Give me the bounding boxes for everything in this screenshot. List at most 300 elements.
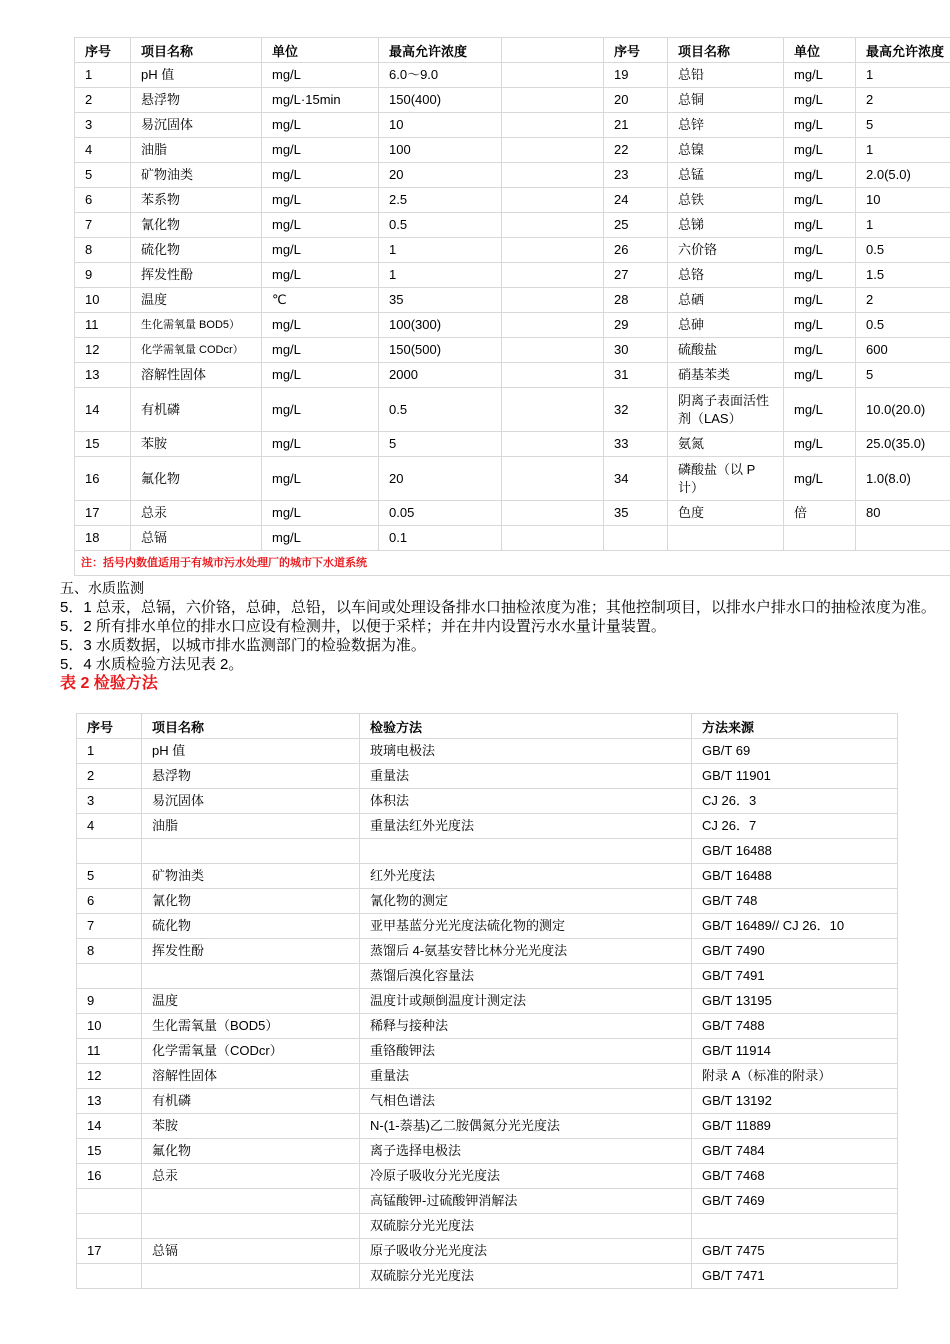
table-cell: 有机磷 — [142, 1089, 360, 1114]
table-cell: 氰化物 — [142, 889, 360, 914]
table-cell: 21 — [604, 113, 668, 138]
table-cell: 100 — [379, 138, 502, 163]
table-cell: 8 — [77, 939, 142, 964]
table-cell: 600 — [856, 338, 950, 363]
table-cell: 24 — [604, 188, 668, 213]
table-cell: 体积法 — [360, 789, 692, 814]
table-cell: mg/L — [784, 432, 856, 457]
table-row — [77, 889, 898, 914]
table-cell: 6.0～9.0 — [379, 63, 502, 88]
table-cell: 温度计或颠倒温度计测定法 — [360, 989, 692, 1014]
spacer-cell — [502, 88, 604, 113]
table-cell: mg/L — [784, 388, 856, 432]
table-cell: 蒸馏后溴化容量法 — [360, 964, 692, 989]
table-cell: 总铁 — [668, 188, 784, 213]
table-cell: 6 — [77, 889, 142, 914]
table-cell: 总镉 — [142, 1239, 360, 1264]
spacer-cell — [502, 457, 604, 501]
table-cell: GB/T 13192 — [692, 1089, 898, 1114]
table-cell: 10 — [379, 113, 502, 138]
table-cell: mg/L — [262, 363, 379, 388]
table-row — [77, 1039, 898, 1064]
table-cell: 氰化物的测定 — [360, 889, 692, 914]
table-row — [75, 363, 950, 388]
table-cell: mg/L — [784, 263, 856, 288]
table-cell: 总汞 — [142, 1164, 360, 1189]
table-cell: mg/L — [262, 388, 379, 432]
spacer-cell — [502, 163, 604, 188]
table-cell: mg/L — [262, 238, 379, 263]
table-row — [75, 263, 950, 288]
table-cell: 3 — [77, 789, 142, 814]
table-cell: 硫化物 — [131, 238, 262, 263]
table-cell: 33 — [604, 432, 668, 457]
table-cell: mg/L — [262, 313, 379, 338]
table-cell: 13 — [75, 363, 131, 388]
table-cell: 冷原子吸收分光光度法 — [360, 1164, 692, 1189]
table-row — [77, 1064, 898, 1089]
table-cell: 总锑 — [668, 213, 784, 238]
table-cell: 双硫腙分光光度法 — [360, 1264, 692, 1289]
table-cell: 稀释与接种法 — [360, 1014, 692, 1039]
table-cell: GB/T 16488 — [692, 864, 898, 889]
table-cell: 硫酸盐 — [668, 338, 784, 363]
table-row — [77, 739, 898, 764]
table-cell: 5 — [856, 113, 950, 138]
table-cell: 0.5 — [856, 238, 950, 263]
spacer-cell — [502, 526, 604, 551]
table-cell: 总镍 — [668, 138, 784, 163]
spacer-cell — [502, 288, 604, 313]
paragraph: 5．2 所有排水单位的排水口应设有检测井，以便于采样；并在井内设置污水水量计量装置。 — [60, 618, 666, 635]
table-row — [75, 188, 950, 213]
table-cell: CJ 26．7 — [692, 814, 898, 839]
table-cell: 12 — [75, 338, 131, 363]
table2-title: 表 2 检验方法 — [60, 675, 158, 692]
table-cell: 9 — [75, 263, 131, 288]
table-cell: GB/T 7468 — [692, 1164, 898, 1189]
table-cell: 挥发性酚 — [131, 263, 262, 288]
table-cell: GB/T 7488 — [692, 1014, 898, 1039]
table-cell: 100(300) — [379, 313, 502, 338]
spacer-cell — [502, 338, 604, 363]
table-cell: 倍 — [784, 501, 856, 526]
table-cell: GB/T 11901 — [692, 764, 898, 789]
table-cell: GB/T 7469 — [692, 1189, 898, 1214]
paragraph: 5．4 水质检验方法见表 2。 — [60, 656, 244, 673]
table-cell: GB/T 11914 — [692, 1039, 898, 1064]
table-row — [77, 1264, 898, 1289]
table-cell: GB/T 16489// CJ 26．10 — [692, 914, 898, 939]
spacer-cell — [502, 213, 604, 238]
table-cell: mg/L — [262, 457, 379, 501]
table-cell: 2.0(5.0) — [856, 163, 950, 188]
table-row — [75, 213, 950, 238]
header-cell: 序号 — [604, 38, 668, 63]
water-quality-monitoring-section — [60, 579, 940, 694]
table-row — [77, 1114, 898, 1139]
table-cell: 附录 A（标准的附录） — [692, 1064, 898, 1089]
table-cell: 22 — [604, 138, 668, 163]
table-cell: 5 — [379, 432, 502, 457]
table-row — [75, 388, 950, 432]
table-cell: 重量法 — [360, 1064, 692, 1089]
table-cell: 悬浮物 — [131, 88, 262, 113]
spacer-cell — [502, 313, 604, 338]
table-cell: 0.1 — [379, 526, 502, 551]
table-row — [77, 1189, 898, 1214]
table-cell: 总铜 — [668, 88, 784, 113]
table-cell: 阴离子表面活性剂（LAS） — [668, 388, 784, 432]
table-cell: 9 — [77, 989, 142, 1014]
table-cell: 0.5 — [856, 313, 950, 338]
table-row — [77, 789, 898, 814]
table-cell: 25 — [604, 213, 668, 238]
table-cell: 16 — [77, 1164, 142, 1189]
table-cell: 亚甲基蓝分光光度法硫化物的测定 — [360, 914, 692, 939]
table-cell: 总铬 — [668, 263, 784, 288]
table-cell: 10 — [77, 1014, 142, 1039]
table-cell: mg/L — [262, 63, 379, 88]
table-cell: GB/T 13195 — [692, 989, 898, 1014]
table-cell: 2 — [77, 764, 142, 789]
table-cell: 28 — [604, 288, 668, 313]
table-cell: 8 — [75, 238, 131, 263]
table-cell: mg/L — [262, 213, 379, 238]
table-cell: 悬浮物 — [142, 764, 360, 789]
table-cell — [142, 1264, 360, 1289]
spacer-cell — [502, 432, 604, 457]
table-cell: mg/L — [262, 138, 379, 163]
table-cell: mg/L — [784, 138, 856, 163]
table-cell: 1 — [75, 63, 131, 88]
table-row — [77, 1014, 898, 1039]
table-cell: 硫化物 — [142, 914, 360, 939]
paragraph: 5．1 总汞，总镉，六价铬，总砷，总铅，以车间或处理设备排水口抽检浓度为准；其他控制项目，以排水户排水口的抽检浓度为准。 — [60, 599, 936, 616]
table-row — [75, 238, 950, 263]
header-cell: 单位 — [784, 38, 856, 63]
table-cell: 玻璃电极法 — [360, 739, 692, 764]
table-cell — [77, 964, 142, 989]
table-cell: 34 — [604, 457, 668, 501]
table-note-row — [75, 551, 950, 576]
table-cell: 80 — [856, 501, 950, 526]
table-cell — [692, 1214, 898, 1239]
table-cell: 色度 — [668, 501, 784, 526]
table-cell: 0.5 — [379, 388, 502, 432]
table-cell: GB/T 69 — [692, 739, 898, 764]
table-cell: 15 — [77, 1139, 142, 1164]
table-cell: mg/L — [784, 363, 856, 388]
header-cell: 项目名称 — [142, 714, 360, 739]
table-cell: CJ 26．3 — [692, 789, 898, 814]
table-row — [75, 138, 950, 163]
table-cell: 总镉 — [131, 526, 262, 551]
table-cell: 5 — [856, 363, 950, 388]
spacer-cell — [502, 38, 604, 63]
spacer-cell — [502, 188, 604, 213]
table-cell: 16 — [75, 457, 131, 501]
table-cell: 20 — [379, 163, 502, 188]
table-cell — [77, 1214, 142, 1239]
table-cell — [360, 839, 692, 864]
table-cell: 150(500) — [379, 338, 502, 363]
table-cell: 14 — [77, 1114, 142, 1139]
table-cell: 11 — [75, 313, 131, 338]
table-cell: 1 — [856, 138, 950, 163]
table-row — [77, 839, 898, 864]
table-cell: 溶解性固体 — [142, 1064, 360, 1089]
table-cell: 26 — [604, 238, 668, 263]
table-cell: 总铅 — [668, 63, 784, 88]
table-cell: 六价铬 — [668, 238, 784, 263]
table-cell: 原子吸收分光光度法 — [360, 1239, 692, 1264]
table-cell: 离子选择电极法 — [360, 1139, 692, 1164]
table-cell: 化学需氧量 CODcr） — [131, 338, 262, 363]
header-cell: 项目名称 — [131, 38, 262, 63]
table-cell: 生化需氧量（BOD5） — [142, 1014, 360, 1039]
table-cell: mg/L — [784, 338, 856, 363]
table-row — [75, 88, 950, 113]
table-cell — [784, 526, 856, 551]
table-cell: 氟化物 — [131, 457, 262, 501]
table-cell: GB/T 7475 — [692, 1239, 898, 1264]
table-cell: 总锌 — [668, 113, 784, 138]
table-cell: GB/T 11889 — [692, 1114, 898, 1139]
table-cell: 17 — [77, 1239, 142, 1264]
table-cell: mg/L·15min — [262, 88, 379, 113]
table-cell: mg/L — [784, 113, 856, 138]
table-cell: 30 — [604, 338, 668, 363]
table-cell: 2.5 — [379, 188, 502, 213]
table-cell: 有机磷 — [131, 388, 262, 432]
table-cell: 4 — [75, 138, 131, 163]
table-cell: 15 — [75, 432, 131, 457]
table-cell: 25.0(35.0) — [856, 432, 950, 457]
table-cell — [856, 526, 950, 551]
table-row — [75, 163, 950, 188]
table-cell: 总锰 — [668, 163, 784, 188]
table-cell: 苯胺 — [131, 432, 262, 457]
table-cell: 磷酸盐（以 P 计） — [668, 457, 784, 501]
table-cell: 18 — [75, 526, 131, 551]
table-row — [77, 939, 898, 964]
spacer-cell — [502, 363, 604, 388]
table-row — [77, 1239, 898, 1264]
table-cell: 35 — [379, 288, 502, 313]
table-cell: 红外光度法 — [360, 864, 692, 889]
table-row — [75, 526, 950, 551]
table-cell: mg/L — [784, 163, 856, 188]
table-cell: GB/T 7484 — [692, 1139, 898, 1164]
header-cell: 方法来源 — [692, 714, 898, 739]
table-note: 注：括号内数值适用于有城市污水处理厂的城市下水道系统 — [75, 551, 950, 576]
table-cell: 挥发性酚 — [142, 939, 360, 964]
header-cell: 单位 — [262, 38, 379, 63]
table-cell: GB/T 16488 — [692, 839, 898, 864]
table-cell: mg/L — [262, 188, 379, 213]
table-row — [77, 1139, 898, 1164]
table-cell: 温度 — [142, 989, 360, 1014]
table-cell: 硝基苯类 — [668, 363, 784, 388]
table-cell: 苯系物 — [131, 188, 262, 213]
table-cell: 20 — [379, 457, 502, 501]
table-cell: 气相色谱法 — [360, 1089, 692, 1114]
table-cell: mg/L — [784, 188, 856, 213]
table-cell: 油脂 — [131, 138, 262, 163]
table-cell: 0.05 — [379, 501, 502, 526]
table-cell: 易沉固体 — [131, 113, 262, 138]
table-row — [77, 1214, 898, 1239]
table-cell: 矿物油类 — [131, 163, 262, 188]
table-cell: 蒸馏后 4-氨基安替比林分光光度法 — [360, 939, 692, 964]
table-cell: 易沉固体 — [142, 789, 360, 814]
table-cell: pH 值 — [131, 63, 262, 88]
spacer-cell — [502, 263, 604, 288]
table-cell: 1 — [856, 213, 950, 238]
table-cell: 7 — [75, 213, 131, 238]
table-cell: 5 — [75, 163, 131, 188]
table-cell: ℃ — [262, 288, 379, 313]
spacer-cell — [502, 501, 604, 526]
table-cell: mg/L — [262, 501, 379, 526]
table-cell: 氰化物 — [131, 213, 262, 238]
table-cell: mg/L — [784, 213, 856, 238]
table-cell — [668, 526, 784, 551]
table-cell: 油脂 — [142, 814, 360, 839]
table-cell: 重量法红外光度法 — [360, 814, 692, 839]
table-cell: 高锰酸钾-过硫酸钾消解法 — [360, 1189, 692, 1214]
table-cell: 重量法 — [360, 764, 692, 789]
table-cell: 35 — [604, 501, 668, 526]
table-cell: 总汞 — [131, 501, 262, 526]
table-row — [75, 288, 950, 313]
table-row — [77, 864, 898, 889]
table-cell: 10 — [75, 288, 131, 313]
table-cell: mg/L — [784, 63, 856, 88]
table-cell: 31 — [604, 363, 668, 388]
table-cell: 总硒 — [668, 288, 784, 313]
table-cell: mg/L — [784, 288, 856, 313]
table-cell: 2 — [856, 288, 950, 313]
table-cell: 0.5 — [379, 213, 502, 238]
table-cell — [77, 1264, 142, 1289]
table-cell: GB/T 7471 — [692, 1264, 898, 1289]
table-cell: 32 — [604, 388, 668, 432]
table-cell: 化学需氧量（CODcr） — [142, 1039, 360, 1064]
table-cell: 1 — [379, 263, 502, 288]
table-cell: 生化需氧量 BOD5） — [131, 313, 262, 338]
table-cell: mg/L — [784, 457, 856, 501]
table-cell: 11 — [77, 1039, 142, 1064]
table-cell: mg/L — [784, 313, 856, 338]
test-methods-table — [76, 713, 898, 1289]
table-cell: 重铬酸钾法 — [360, 1039, 692, 1064]
table-row — [75, 457, 950, 501]
table-cell: 5 — [77, 864, 142, 889]
table-cell: GB/T 748 — [692, 889, 898, 914]
table-row — [77, 764, 898, 789]
table-row — [75, 501, 950, 526]
table-cell: mg/L — [262, 113, 379, 138]
table-cell: 10 — [856, 188, 950, 213]
header-cell: 序号 — [77, 714, 142, 739]
table-cell: 17 — [75, 501, 131, 526]
table-cell: 2 — [856, 88, 950, 113]
table-cell: 4 — [77, 814, 142, 839]
table-cell: mg/L — [784, 238, 856, 263]
header-cell: 最高允许浓度 — [379, 38, 502, 63]
paragraph: 5．3 水质数据，以城市排水监测部门的检验数据为准。 — [60, 637, 426, 654]
table-cell: 双硫腙分光光度法 — [360, 1214, 692, 1239]
table-header-row — [77, 714, 898, 739]
table-cell: 7 — [77, 914, 142, 939]
table-row — [77, 914, 898, 939]
table-row — [77, 814, 898, 839]
spacer-cell — [502, 63, 604, 88]
table-cell: 温度 — [131, 288, 262, 313]
table-cell: 23 — [604, 163, 668, 188]
table-cell: mg/L — [262, 526, 379, 551]
table-cell: 3 — [75, 113, 131, 138]
table-cell: mg/L — [262, 263, 379, 288]
table-cell: GB/T 7491 — [692, 964, 898, 989]
table-cell: 2000 — [379, 363, 502, 388]
header-cell: 序号 — [75, 38, 131, 63]
table-cell: 10.0(20.0) — [856, 388, 950, 432]
table-row — [75, 63, 950, 88]
table-cell: GB/T 7490 — [692, 939, 898, 964]
table-cell: 1.5 — [856, 263, 950, 288]
table-cell: 溶解性固体 — [131, 363, 262, 388]
table-cell: N-(1-萘基)乙二胺偶氮分光光度法 — [360, 1114, 692, 1139]
table-cell — [77, 839, 142, 864]
table-cell — [77, 1189, 142, 1214]
header-cell: 项目名称 — [668, 38, 784, 63]
table-cell — [142, 1214, 360, 1239]
table-cell — [142, 839, 360, 864]
table-cell: 1 — [77, 739, 142, 764]
table-cell: pH 值 — [142, 739, 360, 764]
table-cell: mg/L — [262, 432, 379, 457]
pollutant-limits-table — [74, 37, 950, 576]
spacer-cell — [502, 113, 604, 138]
table-cell: 13 — [77, 1089, 142, 1114]
table-cell: 27 — [604, 263, 668, 288]
table-cell — [142, 1189, 360, 1214]
table-row — [75, 432, 950, 457]
table-cell: 12 — [77, 1064, 142, 1089]
header-cell: 检验方法 — [360, 714, 692, 739]
table-cell: 1 — [856, 63, 950, 88]
table-cell: 29 — [604, 313, 668, 338]
table-cell: mg/L — [262, 163, 379, 188]
table-row — [75, 113, 950, 138]
table-row — [75, 338, 950, 363]
table-row — [75, 313, 950, 338]
spacer-cell — [502, 138, 604, 163]
table-cell: mg/L — [262, 338, 379, 363]
table-row — [77, 989, 898, 1014]
table-cell: 1 — [379, 238, 502, 263]
table-cell: 2 — [75, 88, 131, 113]
table-cell: 氟化物 — [142, 1139, 360, 1164]
table-cell: 20 — [604, 88, 668, 113]
table-cell: 氨氮 — [668, 432, 784, 457]
table-cell — [604, 526, 668, 551]
section-heading: 五、水质监测 — [60, 580, 144, 596]
table-cell: 150(400) — [379, 88, 502, 113]
